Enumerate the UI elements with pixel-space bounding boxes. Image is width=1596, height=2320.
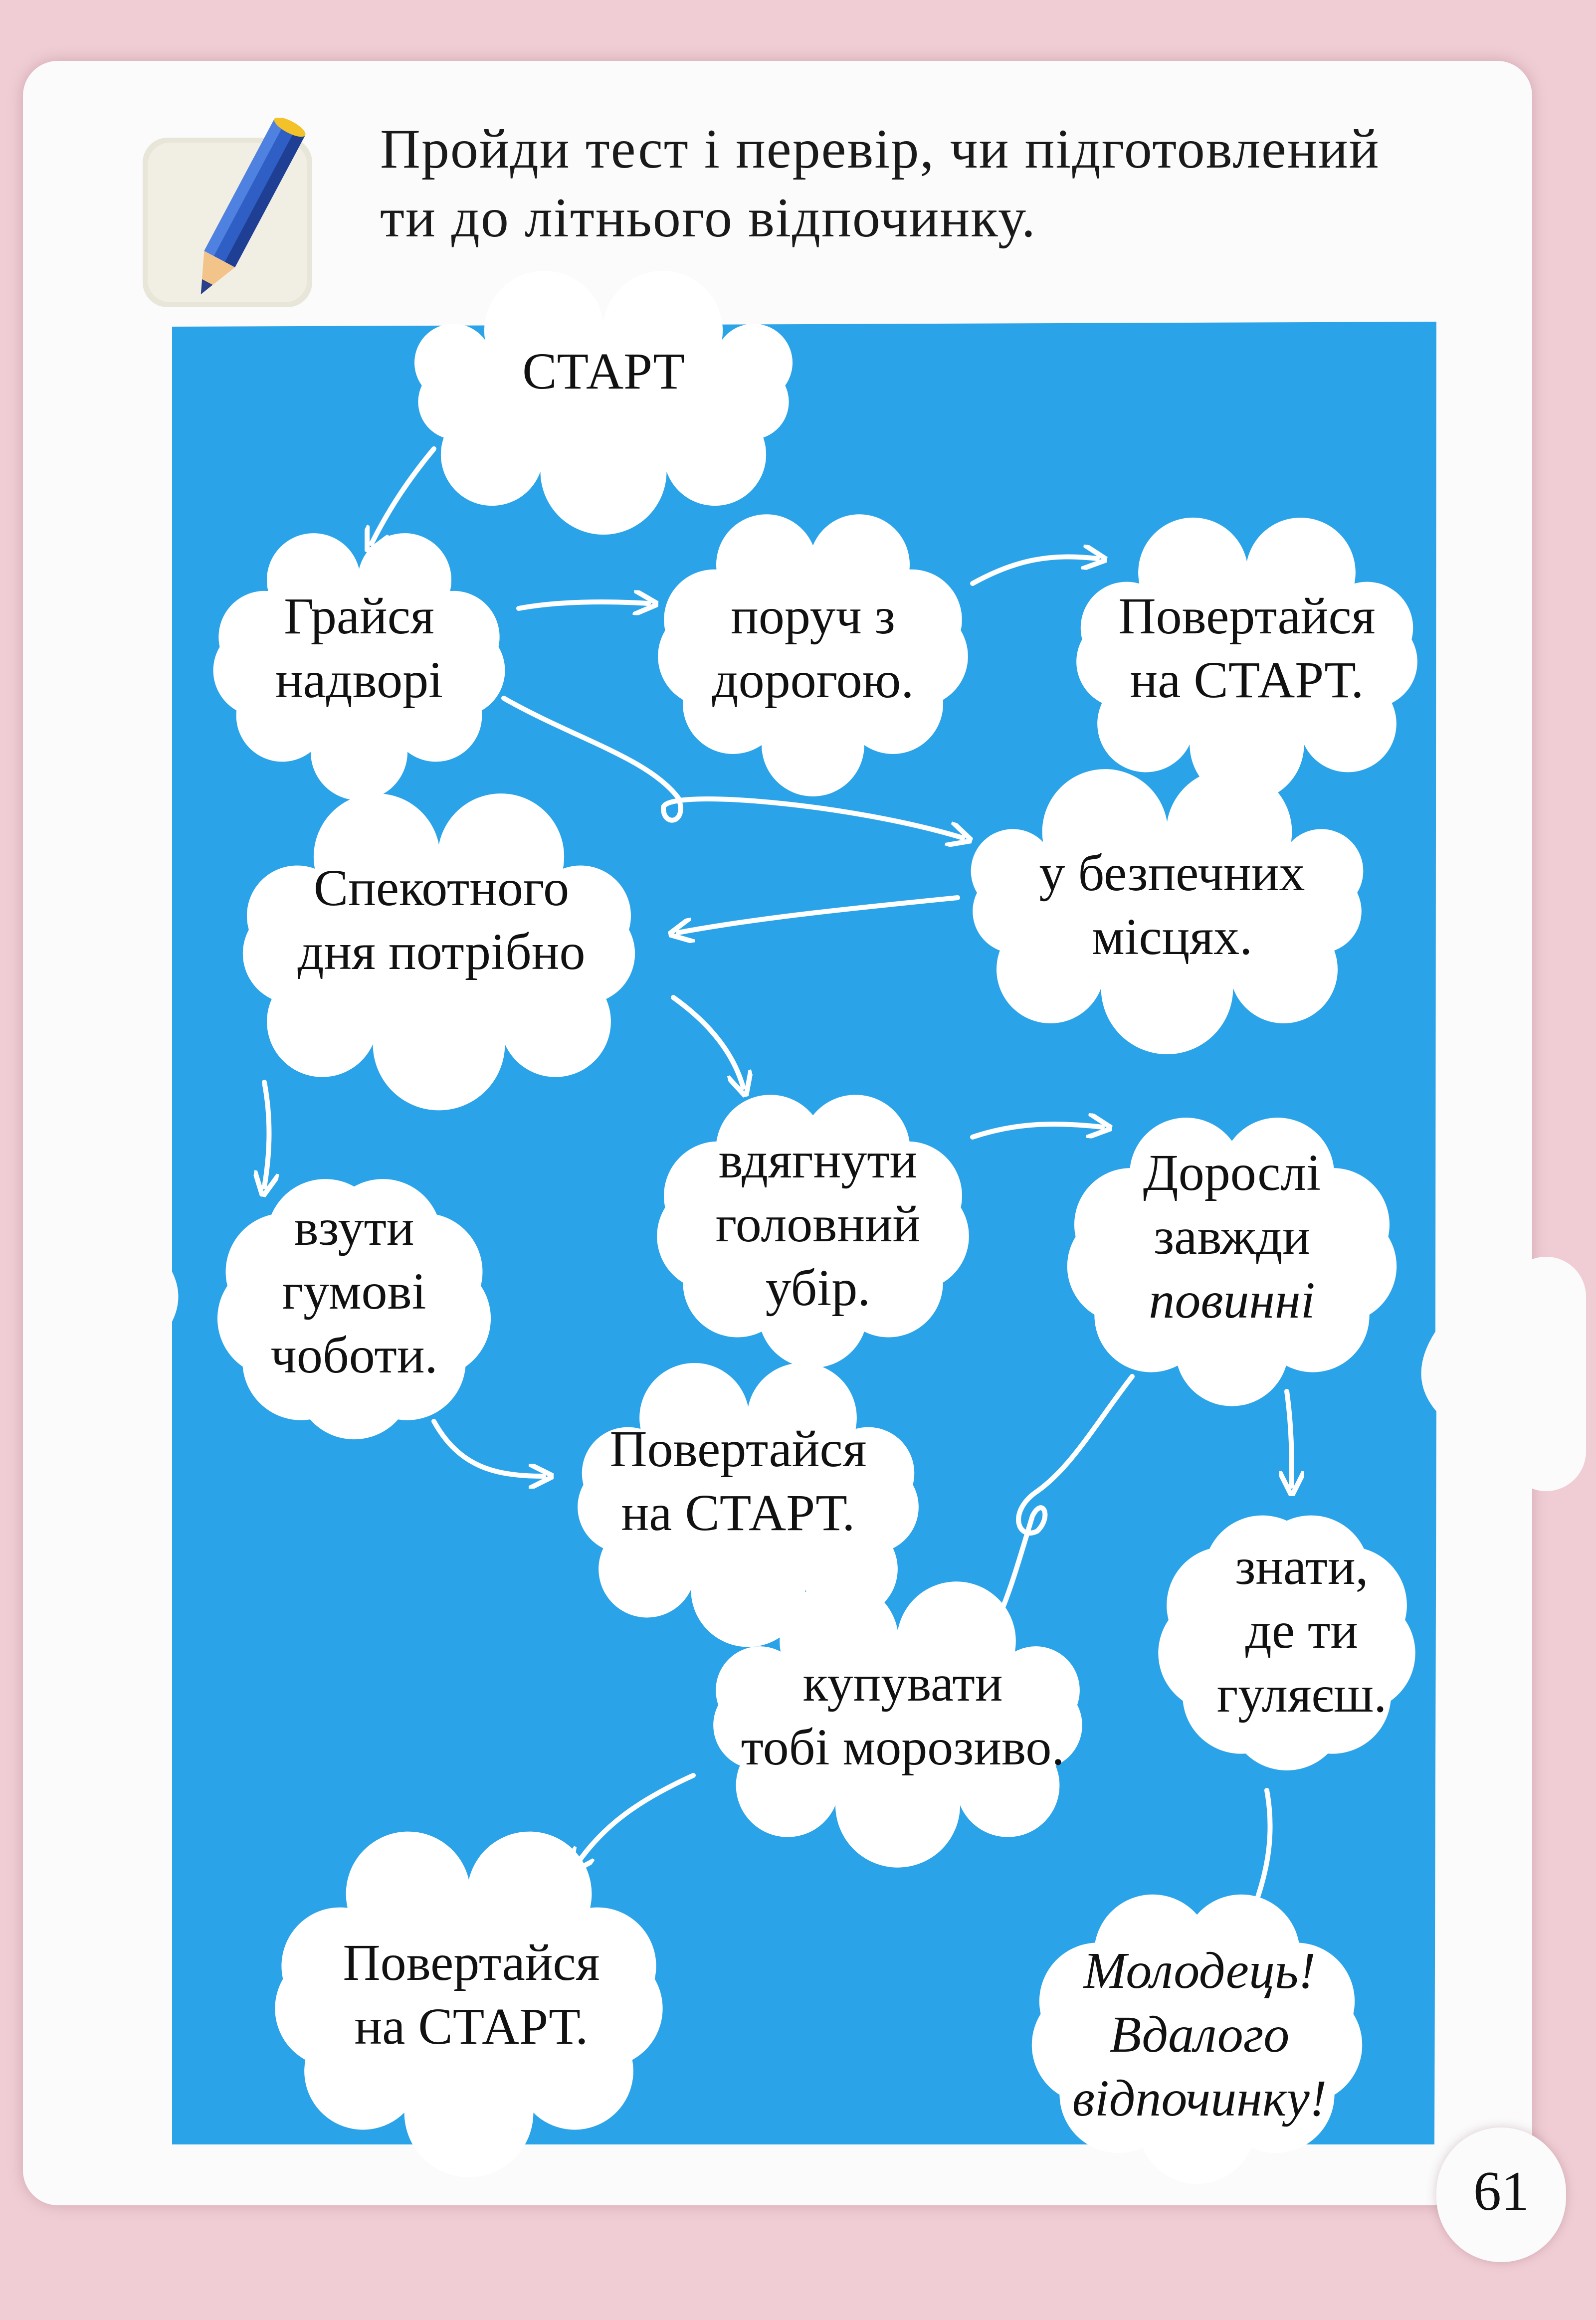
node-line: убір. xyxy=(765,1259,871,1317)
node-line: Спекотного xyxy=(313,859,570,917)
node-line: Повертайся xyxy=(609,1420,867,1478)
node-line: місцях. xyxy=(1091,908,1253,966)
instruction-line-1: Пройди тест і перевір, чи підготовлений xyxy=(380,118,1380,180)
page-number: 61 xyxy=(1473,2160,1529,2222)
node-line: чоботи. xyxy=(270,1327,438,1384)
node-line: надворі xyxy=(275,651,443,709)
node-know-where xyxy=(1217,1535,1387,1727)
instruction-line-2: ти до літнього відпочинку. xyxy=(380,187,1036,249)
node-line: на СТАРТ. xyxy=(621,1484,855,1542)
node-return-start-1 xyxy=(1119,584,1376,712)
node-line: у безпечних xyxy=(1039,844,1305,902)
node-line: дорогою. xyxy=(712,651,914,709)
node-line: де ти xyxy=(1245,1602,1359,1659)
node-line: взути xyxy=(294,1199,414,1256)
node-line: знати, xyxy=(1235,1538,1369,1595)
node-line: гуляєш. xyxy=(1216,1666,1387,1723)
node-line: на СТАРТ. xyxy=(354,1998,589,2055)
node-line: тобі морозиво. xyxy=(741,1719,1065,1776)
node-safe-places xyxy=(1039,841,1305,969)
node-return-start-2 xyxy=(610,1417,867,1545)
node-line: Молодець! xyxy=(1083,1942,1316,1999)
node-well-done xyxy=(1072,1939,1327,2130)
node-line: купувати xyxy=(802,1655,1003,1712)
node-rubber-boots xyxy=(271,1196,438,1387)
node-adults-must xyxy=(1143,1141,1321,1333)
node-play-outside xyxy=(275,584,443,712)
node-line: на СТАРТ. xyxy=(1130,651,1364,709)
node-hot-day xyxy=(298,856,586,984)
node-buy-ice-cream xyxy=(741,1652,1065,1779)
node-line: Вдалого xyxy=(1109,2006,1290,2063)
node-line: СТАРТ xyxy=(522,343,685,400)
node-line: вдягнути xyxy=(718,1132,918,1189)
node-line: гумові xyxy=(282,1263,426,1320)
node-line: Повертайся xyxy=(343,1934,600,1991)
node-line: Грайся xyxy=(284,587,434,645)
node-line: головний xyxy=(715,1195,921,1253)
node-line: відпочинку! xyxy=(1072,2070,1327,2127)
node-line: поруч з xyxy=(731,587,895,645)
node-line: Повертайся xyxy=(1118,587,1376,645)
node-line: повинні xyxy=(1149,1272,1315,1329)
node-line: Дорослі xyxy=(1143,1144,1321,1201)
node-line: дня потрібно xyxy=(297,923,586,980)
node-line: завжди xyxy=(1154,1208,1310,1265)
node-start xyxy=(522,340,684,403)
node-near-road xyxy=(712,584,914,712)
node-return-start-3 xyxy=(343,1931,600,2059)
node-wear-hat xyxy=(716,1129,921,1320)
